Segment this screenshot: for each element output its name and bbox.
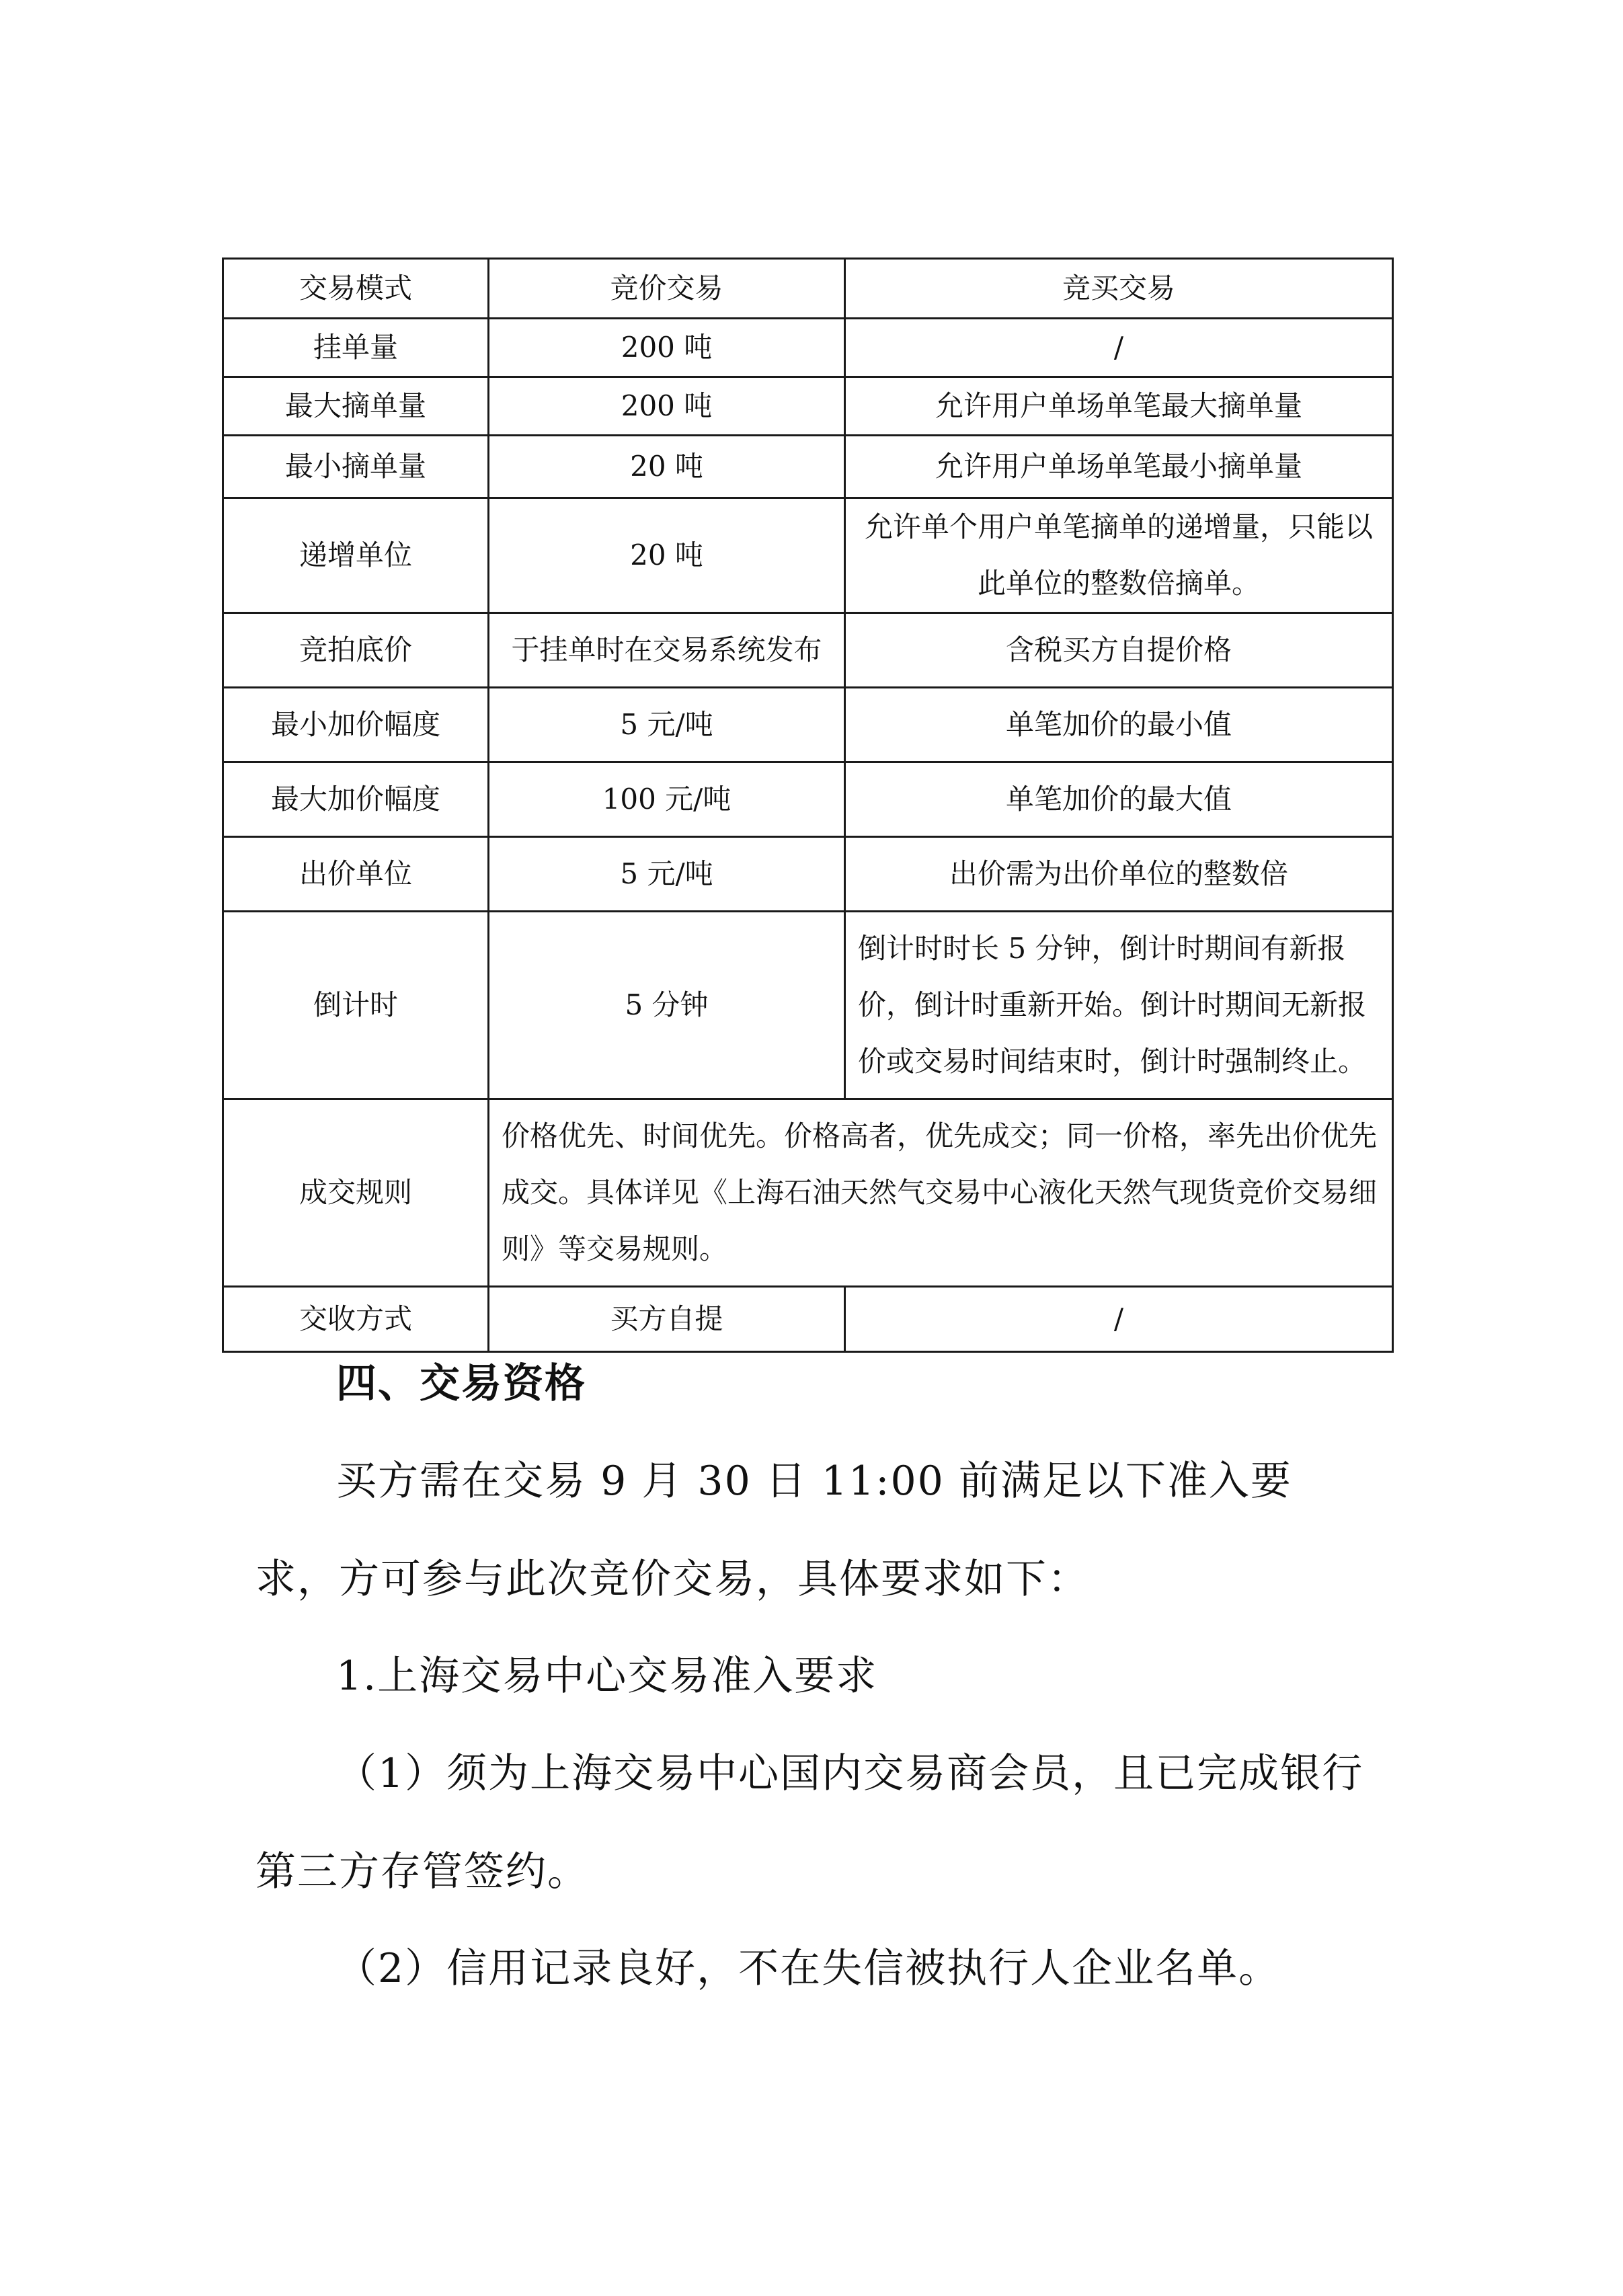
row-note: / (845, 1287, 1393, 1352)
row-label: 倒计时 (223, 912, 489, 1099)
row-label: 交收方式 (223, 1287, 489, 1352)
row-note: 允许用户单场单笔最大摘单量 (845, 377, 1393, 436)
row-label: 竞拍底价 (223, 613, 489, 688)
row-label: 最大摘单量 (223, 377, 489, 436)
header-cell-bidding: 竞价交易 (489, 259, 845, 319)
table-header-row (223, 259, 1393, 319)
row-value: 20 吨 (489, 498, 845, 613)
table-row (223, 377, 1393, 436)
row-note: 允许用户单场单笔最小摘单量 (845, 436, 1393, 498)
row-label: 最小摘单量 (223, 436, 489, 498)
row-value: 5 元/吨 (489, 837, 845, 912)
table-row (223, 762, 1393, 837)
row-label: 最小加价幅度 (223, 688, 489, 762)
header-cell-competitive-buy: 竞买交易 (845, 259, 1393, 319)
row-label: 递增单位 (223, 498, 489, 613)
table-row (223, 498, 1393, 613)
row-label: 出价单位 (223, 837, 489, 912)
row-value: 20 吨 (489, 436, 845, 498)
row-note: / (845, 319, 1393, 377)
deal-rule-text: 价格优先、时间优先。价格高者，优先成交；同一价格，率先出价优先成交。具体详见《上海石油天然气交易中心液化天然气现货竞价交易细则》等交易规则。 (489, 1099, 1393, 1287)
section-heading: 四、交易资格 (336, 1360, 586, 1407)
row-value: 买方自提 (489, 1287, 845, 1352)
row-value: 5 元/吨 (489, 688, 845, 762)
row-note: 允许单个用户单笔摘单的递增量，只能以此单位的整数倍摘单。 (845, 498, 1393, 613)
item-paragraph: （2）信用记录良好，不在失信被执行人企业名单。 (336, 1945, 1281, 1992)
row-note: 出价需为出价单位的整数倍 (845, 837, 1393, 912)
item-title: 1.上海交易中心交易准入要求 (336, 1653, 878, 1700)
table-row (223, 837, 1393, 912)
table-row (223, 436, 1393, 498)
row-note: 含税买方自提价格 (845, 613, 1393, 688)
row-note: 单笔加价的最小值 (845, 688, 1393, 762)
row-value: 于挂单时在交易系统发布 (489, 613, 845, 688)
row-note: 倒计时时长 5 分钟，倒计时期间有新报价，倒计时重新开始。倒计时期间无新报价或交易时间结束时，倒计时强制终止。 (845, 912, 1393, 1099)
table-row-deal-rule (223, 1099, 1393, 1287)
row-label: 成交规则 (223, 1099, 489, 1287)
row-value: 5 分钟 (489, 912, 845, 1099)
row-label: 挂单量 (223, 319, 489, 377)
row-value: 100 元/吨 (489, 762, 845, 837)
row-value: 200 吨 (489, 319, 845, 377)
table-row (223, 613, 1393, 688)
table-row (223, 319, 1393, 377)
row-note: 单笔加价的最大值 (845, 762, 1393, 837)
row-value: 200 吨 (489, 377, 845, 436)
table-row (223, 688, 1393, 762)
table-row (223, 912, 1393, 1099)
paragraph-intro: 买方需在交易 9 月 30 日 11:00 前满足以下准入要求，方可参与此次竞价交易，具体要求如下： (255, 1458, 1292, 1603)
trade-parameters-table (222, 258, 1394, 1353)
item-paragraph: （1）须为上海交易中心国内交易商会员，且已完成银行第三方存管签约。 (255, 1750, 1364, 1895)
header-cell-mode: 交易模式 (223, 259, 489, 319)
row-label: 最大加价幅度 (223, 762, 489, 837)
